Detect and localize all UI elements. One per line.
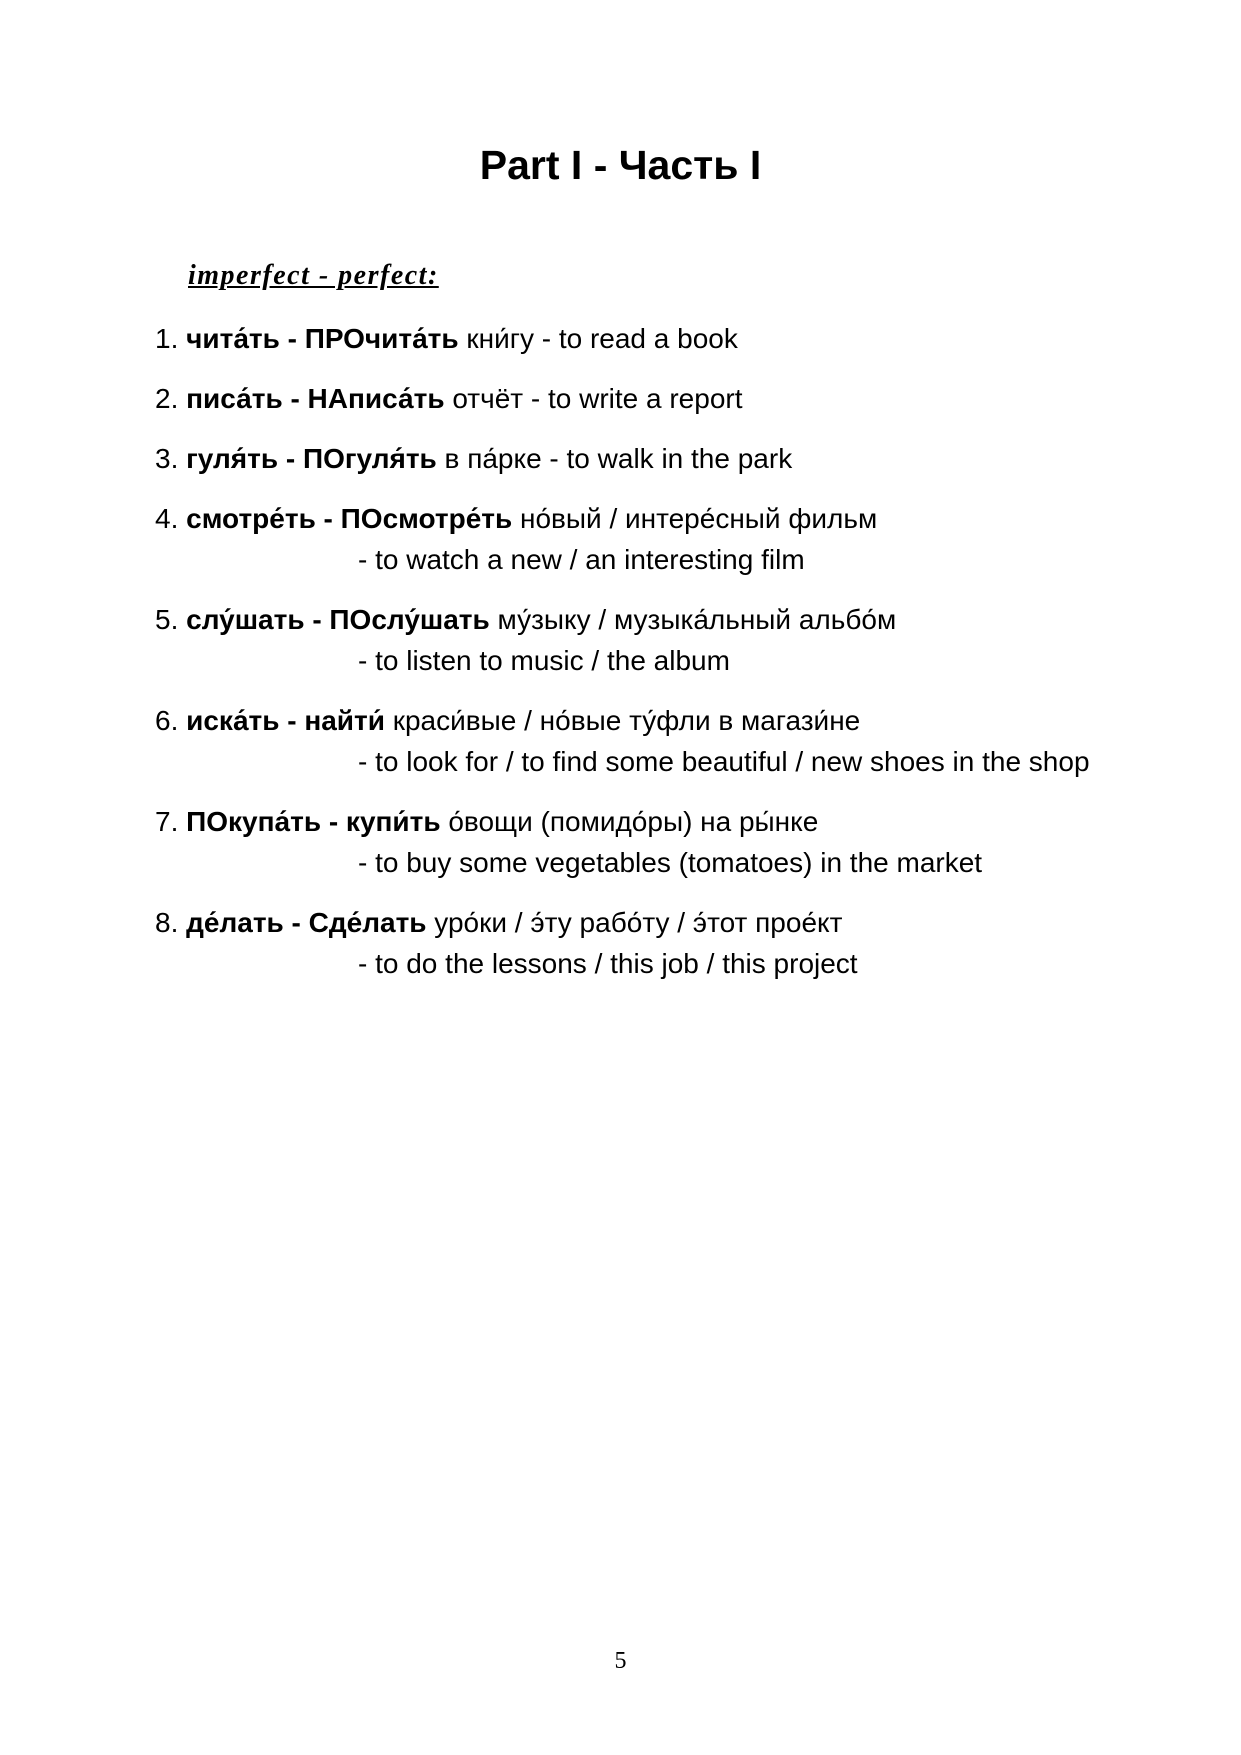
item-translation: - to do the lessons / this job / this project [358,948,858,979]
list-item [155,378,1235,419]
item-phrase: му́зыку / музыка́льный альбо́м [497,604,897,635]
item-translation: - to listen to music / the album [358,645,730,676]
verb-pair: чита́ть - ПРОчита́ть [186,323,459,354]
list-item [155,438,1235,479]
page-number: 5 [614,1648,627,1674]
list-item [155,498,1235,580]
item-number: 3. [155,443,179,474]
item-number: 2. [155,383,179,414]
item-phrase: о́вощи (помидо́ры) на ры́нке [448,806,819,837]
page-title: Part I - Часть I [479,142,762,188]
list-item [155,801,1235,883]
item-phrase: краси́вые / но́вые ту́фли в магази́не [392,705,861,736]
list-item [155,700,1235,782]
item-number: 7. [155,806,179,837]
verb-pair: слу́шать - ПОслу́шать [186,604,490,635]
list-item [155,318,1235,359]
item-phrase: кни́гу - to read a book [466,323,738,354]
item-phrase: отчёт - to write a report [452,383,743,414]
item-translation: - to buy some vegetables (tomatoes) in the market [358,847,983,878]
item-number: 4. [155,503,179,534]
list-item [155,902,1235,984]
item-phrase: в па́рке - to walk in the park [444,443,793,474]
item-number: 8. [155,907,179,938]
verb-pair: гуля́ть - ПОгуля́ть [186,443,437,474]
item-number: 5. [155,604,179,635]
item-number: 6. [155,705,179,736]
verb-pair: смотре́ть - ПОсмотре́ть [186,503,513,534]
item-number: 1. [155,323,179,354]
item-translation: - to look for / to find some beautiful / new shoes in the shop [358,746,1090,777]
item-phrase: уро́ки / э́ту рабо́ту / э́тот прое́кт [434,907,843,938]
verb-pair: писа́ть - НАписа́ть [186,383,445,414]
verb-list [155,318,1235,1003]
list-item [155,599,1235,681]
verb-pair: ПОкупа́ть - купи́ть [186,806,441,837]
section-subtitle: imperfect - perfect: [188,260,439,291]
verb-pair: де́лать - Сде́лать [186,907,427,938]
item-phrase: но́вый / интере́сный фильм [519,503,878,534]
item-translation: - to watch a new / an interesting film [358,544,805,575]
verb-pair: иска́ть - найти́ [186,705,385,736]
